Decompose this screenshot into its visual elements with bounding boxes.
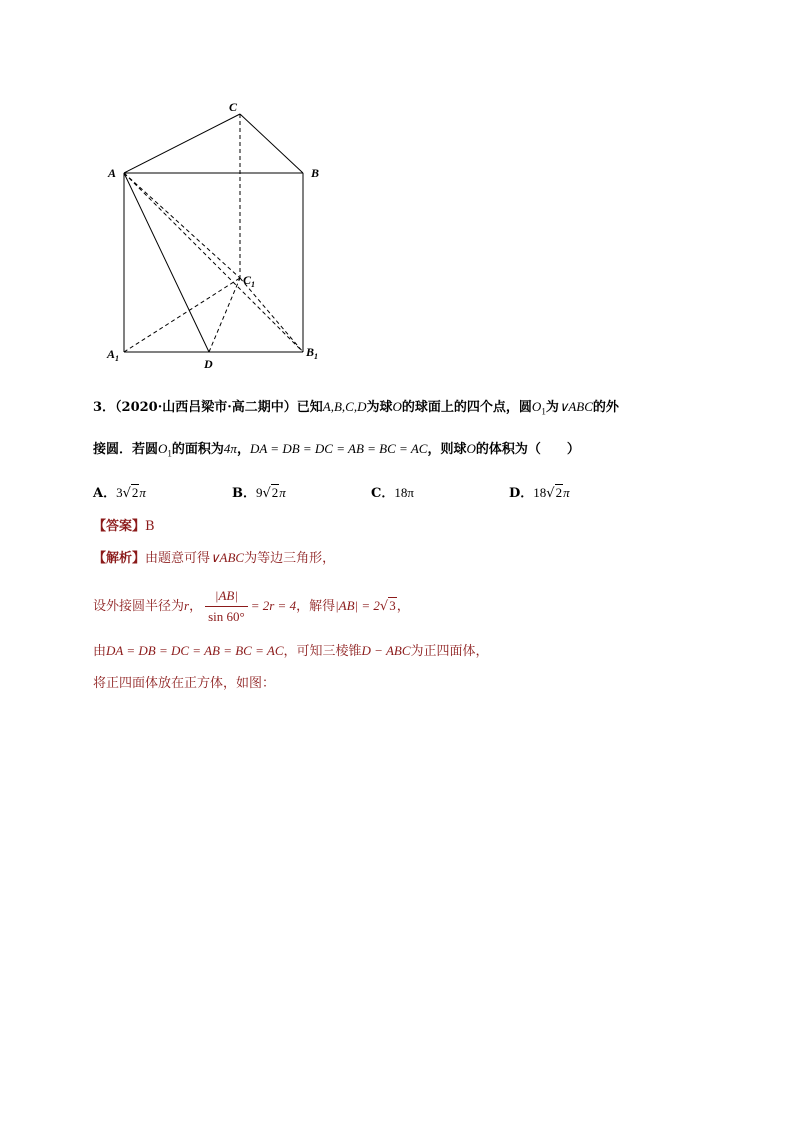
circle-O1: $O_1$ — [531, 399, 546, 417]
option-c[interactable]: C．18π — [371, 485, 414, 501]
area-value: 4π — [223, 441, 237, 456]
radius-r: r — [184, 598, 190, 613]
label-D: D — [204, 357, 213, 370]
analysis-text: 由题意可得 — [145, 551, 211, 566]
analysis-text: 由 — [93, 644, 107, 659]
option-d[interactable]: D．18√2π — [509, 485, 570, 501]
question-text: 已知 — [296, 400, 323, 415]
analysis-text: 为等边三角形， — [244, 551, 336, 566]
analysis-line-3 — [93, 642, 489, 661]
question-text: 为 — [545, 400, 559, 415]
question-text: 的体积为（ ） — [475, 442, 580, 457]
analysis-text: 为正四面体， — [410, 644, 489, 659]
edge-equalities: DA = DB = DC = AB = BC = AC — [249, 441, 428, 456]
analysis-line-1 — [93, 549, 335, 568]
triangle-ABC: ∨ABC — [210, 550, 245, 565]
question-text: 的球面上的四个点，圆 — [401, 400, 532, 415]
answer-line — [93, 518, 155, 536]
analysis-text: ，解得 — [296, 599, 336, 614]
answer-value: B — [145, 519, 155, 534]
question-line-2 — [93, 440, 580, 463]
question-text: 为球 — [366, 400, 393, 415]
label-A: A — [108, 166, 117, 180]
option-a[interactable]: A．3√2π — [93, 485, 146, 501]
analysis-text: ，可知三棱锥 — [283, 644, 362, 659]
question-source: （2020·山西吕梁市·高二期中） — [115, 400, 297, 415]
edge-A-B1 — [124, 173, 303, 352]
edge-C1-B1 — [240, 278, 303, 352]
answer-label: 【答案】 — [93, 519, 146, 534]
label-C1: $C_1$ — [243, 273, 256, 289]
label-B1: $B_1$ — [306, 345, 319, 361]
equation-2r: = 2r = 4 — [250, 598, 297, 613]
edge-A-C — [124, 114, 240, 173]
label-B: B — [311, 166, 320, 180]
sphere-O: O — [466, 441, 476, 456]
edge-A-C1 — [124, 173, 240, 278]
option-b[interactable]: B．9√2π — [232, 485, 286, 501]
pyramid-D-ABC: D − ABC — [361, 643, 411, 658]
edge-C-B — [240, 114, 303, 173]
label-C: C — [229, 100, 238, 114]
prism-figure — [95, 90, 335, 370]
question-text: 的外 — [592, 400, 619, 415]
analysis-label: 【解析】 — [93, 551, 146, 566]
triangle-ABC: ∨ABC — [558, 399, 593, 414]
analysis-line-4 — [93, 675, 275, 693]
edge-equalities: DA = DB = DC = AB = BC = AC — [106, 643, 284, 658]
fraction-ab-sin60: $\frac{|AB|}{\sin 60^\circ}$ — [205, 586, 248, 627]
question-points: A,B,C,D — [322, 399, 367, 414]
question-text: 接圆．若圆 — [93, 442, 159, 457]
ab-value: |AB| = 2 — [335, 598, 380, 613]
sphere-O: O — [392, 399, 402, 414]
question-number: 3． — [93, 400, 116, 415]
analysis-text: ， — [396, 599, 410, 614]
edge-D-C1 — [209, 278, 240, 352]
analysis-text: ， — [189, 599, 203, 614]
analysis-text: 将正四面体放在正方体，如图： — [93, 676, 276, 691]
analysis-line-2: 设外接圆半径为r， $\frac{|AB|}{\sin 60^\circ}$ = 2r = 4，解得|AB| = 2√3， — [93, 586, 410, 627]
analysis-text: 设外接圆半径为 — [93, 599, 185, 614]
question-text: ， — [236, 442, 250, 457]
edge-A1-C1 — [124, 278, 240, 352]
label-A1: $A_1$ — [107, 347, 120, 363]
question-text: ，则球 — [427, 442, 467, 457]
sqrt-3: 3 — [389, 598, 396, 613]
question-line-1 — [93, 398, 619, 421]
circle-O1: $O_1$ — [158, 441, 172, 459]
question-text: 的面积为 — [171, 442, 224, 457]
